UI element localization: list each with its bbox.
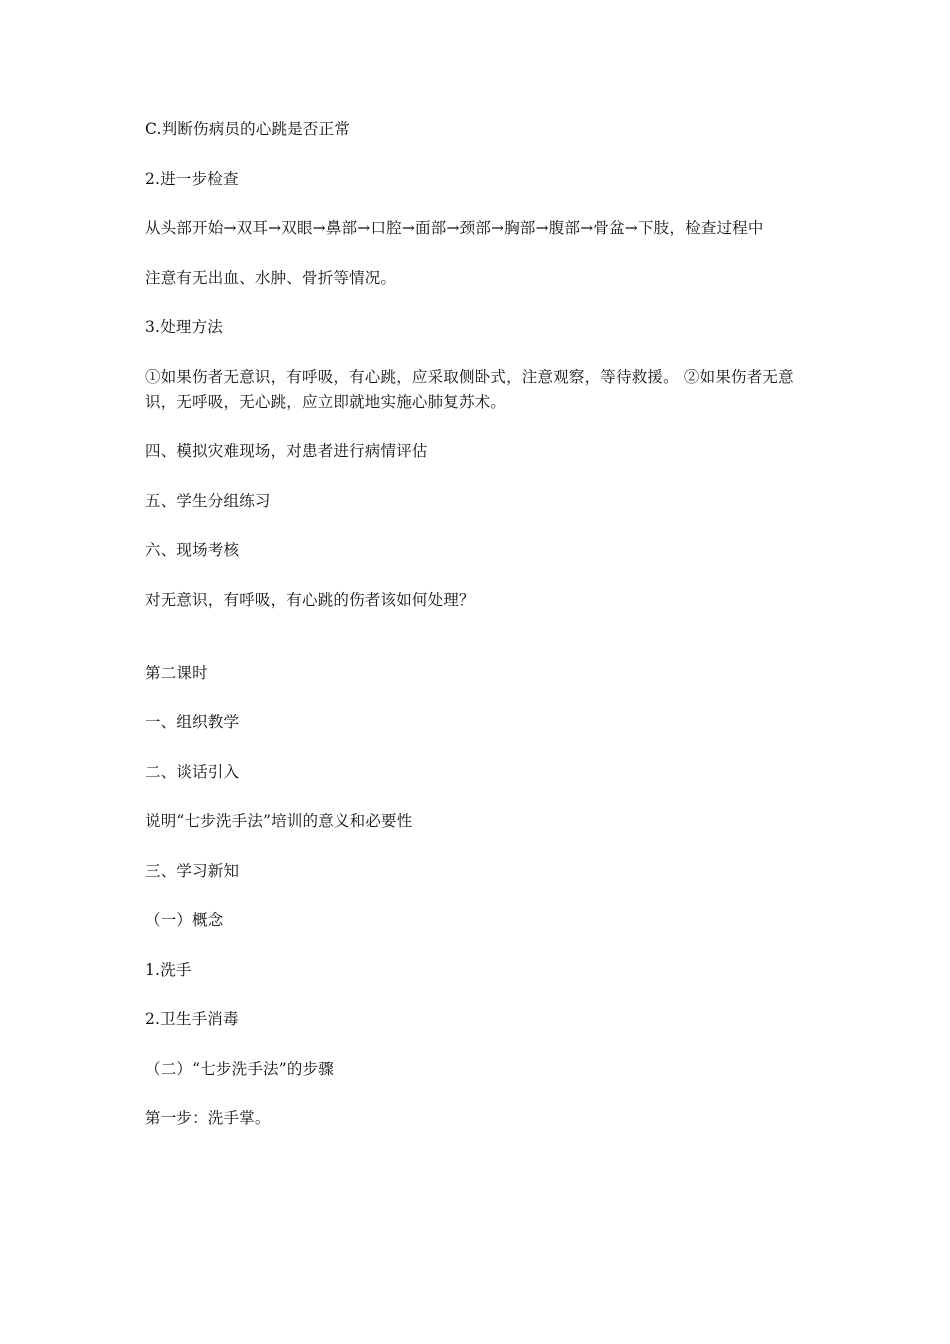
heading-further-examination: 2.进一步检查 — [145, 169, 239, 188]
heading-organize-teaching: 一、组织教学 — [145, 713, 240, 731]
paragraph-step-one: 第一步：洗手掌。 — [145, 1109, 271, 1127]
paragraph-handwashing-significance: 说明“七步洗手法”培训的意义和必要性 — [145, 812, 413, 830]
document-body — [145, 117, 810, 1156]
heading-seven-step-method: （二）“七步洗手法”的步骤 — [145, 1059, 334, 1078]
item-handwashing: 1.洗手 — [145, 960, 192, 979]
heading-treatment-method: 3.处理方法 — [145, 318, 223, 336]
paragraph-examination-order: 从头部开始→双耳→双眼→鼻部→口腔→面部→颈部→胸部→腹部→骨盆→下肢，检查过程中 — [145, 219, 764, 237]
heading-simulation: 四、模拟灾难现场，对患者进行病情评估 — [145, 442, 428, 460]
paragraph-examination-notes: 注意有无出血、水肿、骨折等情况。 — [145, 268, 397, 287]
heading-group-practice: 五、学生分组练习 — [145, 491, 271, 510]
paragraph-heartbeat-check: C.判断伤病员的心跳是否正常 — [145, 120, 351, 138]
heading-introduction: 二、谈话引入 — [145, 762, 240, 781]
item-hand-disinfection: 2.卫生手消毒 — [145, 1010, 239, 1028]
heading-concepts: （一）概念 — [145, 911, 224, 929]
paragraph-treatment-steps: ①如果伤者无意识，有呼吸，有心跳，应采取侧卧式，注意观察，等待救援。 ②如果伤者无意识，无呼吸，无心跳，应立即就地实施心肺复苏术。 — [145, 367, 794, 411]
paragraph-assessment-question: 对无意识，有呼吸，有心跳的伤者该如何处理？ — [145, 590, 475, 609]
heading-new-knowledge: 三、学习新知 — [145, 861, 240, 880]
heading-onsite-assessment: 六、现场考核 — [145, 541, 240, 559]
heading-second-lesson: 第二课时 — [145, 663, 208, 682]
